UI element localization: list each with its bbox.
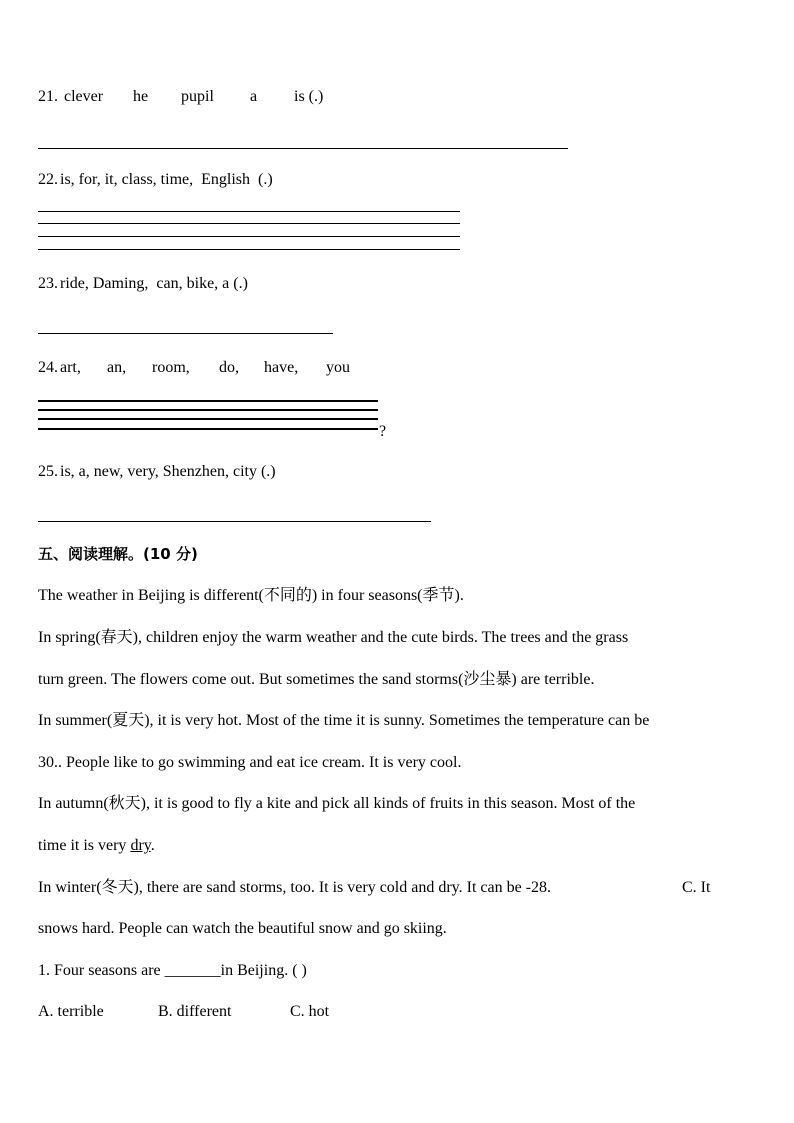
answer-line[interactable] (38, 409, 378, 411)
option-b[interactable]: B. different (158, 1003, 232, 1020)
passage-line: In winter(冬天), there are sand storms, too. It is very cold and dry. It can be -28. (38, 879, 552, 896)
question-words: is, for, it, class, time, English (.) (60, 171, 273, 188)
passage-text: C. It (682, 879, 711, 896)
question-words: is, a, new, very, Shenzhen, city (.) (60, 463, 276, 480)
answer-line[interactable] (38, 418, 378, 420)
passage-line: In spring(春天), children enjoy the warm weather and the cute birds. The trees and the grass (38, 629, 629, 646)
answer-line[interactable] (38, 400, 378, 402)
question-number: 24. (38, 359, 58, 376)
passage-line: In autumn(秋天), it is good to fly a kite and pick all kinds of fruits in this season. Most of the (38, 795, 636, 812)
passage-line: snows hard. People can watch the beautiful snow and go skiing. (38, 920, 447, 937)
word: an, (107, 359, 127, 376)
question-number: 21. (38, 88, 58, 105)
passage-line (38, 836, 155, 856)
passage-text: time it is very (38, 837, 131, 854)
question-number: 25. (38, 463, 58, 480)
passage-text: . (150, 837, 155, 854)
answer-line[interactable] (38, 223, 460, 224)
question-number: 23. (38, 275, 58, 292)
reading-question-1: 1. Four seasons are _______in Beijing. ( ) (38, 962, 307, 979)
word: room, (152, 359, 190, 376)
answer-line[interactable] (38, 236, 460, 237)
answer-line[interactable] (38, 211, 460, 212)
answer-line[interactable] (38, 521, 431, 522)
word: is (.) (294, 88, 324, 105)
word: you (326, 359, 350, 376)
passage-line: 30.. People like to go swimming and eat ice cream. It is very cool. (38, 754, 462, 771)
passage-line: turn green. The flowers come out. But sometimes the sand storms(沙尘暴) are terrible. (38, 671, 595, 688)
section-heading: 五、阅读理解。(10 分) (38, 545, 198, 563)
question-mark: ? (379, 423, 387, 440)
option-c[interactable]: C. hot (290, 1003, 330, 1020)
word: pupil (181, 88, 214, 105)
passage-line: In summer(夏天), it is very hot. Most of the time it is sunny. Sometimes the temperature can be (38, 712, 650, 729)
word: do, (219, 359, 239, 376)
answer-line[interactable] (38, 428, 378, 430)
question-number: 22. (38, 171, 58, 188)
word: a (250, 88, 258, 105)
underlined-word: dry (130, 837, 151, 854)
question-words: ride, Daming, can, bike, a (.) (60, 275, 248, 292)
answer-line[interactable] (38, 249, 460, 250)
option-a[interactable]: A. terrible (38, 1003, 104, 1020)
word: clever (64, 88, 104, 105)
answer-line[interactable] (38, 148, 568, 149)
word: art, (60, 359, 81, 376)
word: he (133, 88, 149, 105)
word: have, (264, 359, 299, 376)
passage-line: The weather in Beijing is different(不同的) in four seasons(季节). (38, 587, 464, 604)
answer-line[interactable] (38, 333, 333, 334)
